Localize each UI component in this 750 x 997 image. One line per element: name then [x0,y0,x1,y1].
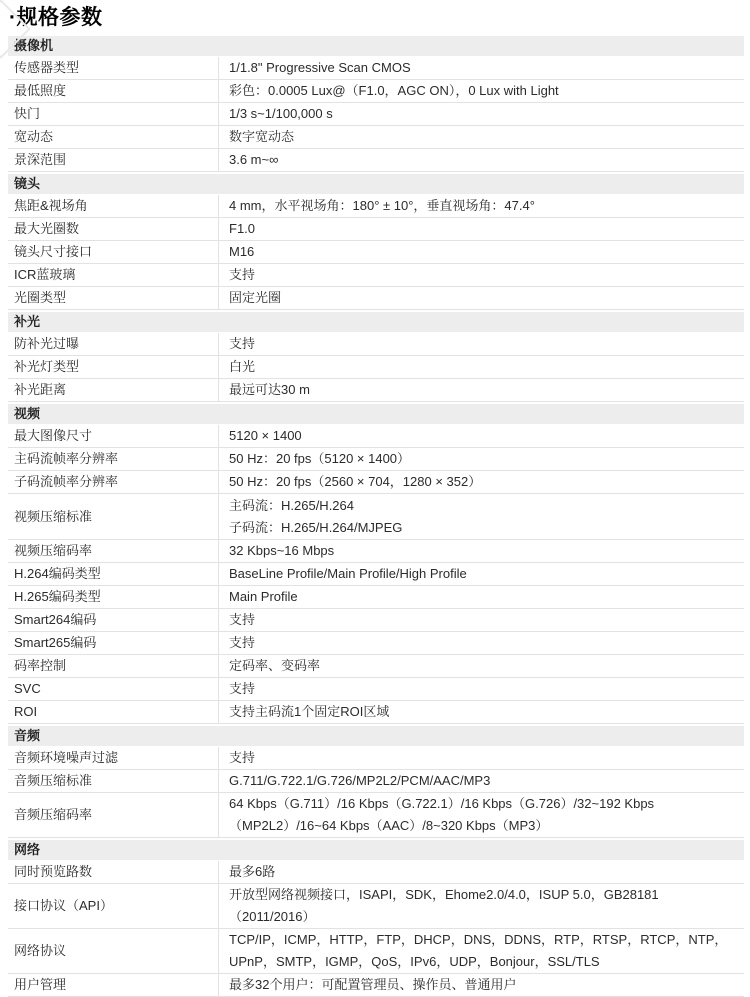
section-header: 网络 [8,840,744,860]
section-header: 视频 [8,404,744,424]
value-line: 最多32个用户：可配置管理员、操作员、普通用户 [229,977,517,992]
table-row [8,884,744,929]
value-line: 数字宽动态 [229,129,295,144]
row-value [219,471,744,493]
row-value [219,425,744,447]
row-label: SVC [8,678,219,700]
row-label: ICR蓝玻璃 [8,264,219,286]
value-line: 开放型网络视频接口，ISAPI，SDK，Ehome2.0/4.0，ISUP 5.0，GB28181（2011/2016） [229,887,659,924]
row-label: 音频压缩标准 [8,770,219,792]
row-label: 码率控制 [8,655,219,677]
table-row [8,655,744,678]
row-value [219,793,744,837]
table-row [8,103,744,126]
value-line: 1/3 s~1/100,000 s [229,106,333,121]
row-value [219,586,744,608]
value-line: 支持主码流1个固定ROI区域 [229,704,390,719]
row-label: 视频压缩标准 [8,494,219,539]
row-value [219,57,744,79]
row-label: 防补光过曝 [8,333,219,355]
row-value [219,494,744,539]
table-row [8,287,744,310]
row-value [219,333,744,355]
row-value [219,80,744,102]
table-row [8,241,744,264]
row-label: 传感器类型 [8,57,219,79]
value-line: 支持 [229,612,256,627]
section-header: 摄像机 [8,36,744,56]
row-value [219,770,744,792]
section-header: 镜头 [8,174,744,194]
row-value [219,287,744,309]
row-value [219,747,744,769]
value-line: 50 Hz：20 fps（5120 × 1400） [229,451,411,466]
row-label: 景深范围 [8,149,219,171]
row-value [219,241,744,263]
value-line: 支持 [229,750,256,765]
value-line: 定码率、变码率 [229,658,321,673]
value-line: F1.0 [229,221,256,236]
row-label: 接口协议（API） [8,884,219,928]
value-line: 彩色：0.0005 Lux@（F1.0，AGC ON），0 Lux with Light [229,83,559,98]
row-label: 用户管理 [8,974,219,996]
row-label: 网络协议 [8,929,219,973]
value-line: 支持 [229,267,256,282]
row-label: H.264编码类型 [8,563,219,585]
row-label: 视频压缩码率 [8,540,219,562]
table-row [8,861,744,884]
row-value [219,379,744,401]
row-label: 补光距离 [8,379,219,401]
table-row [8,540,744,563]
row-value [219,103,744,125]
row-label: 音频环境噪声过滤 [8,747,219,769]
row-label: ROI [8,701,219,723]
row-label: 主码流帧率分辨率 [8,448,219,470]
value-line: M16 [229,244,255,259]
value-line: 支持 [229,336,256,351]
value-line: 固定光圈 [229,290,282,305]
row-label: H.265编码类型 [8,586,219,608]
value-line: 3.6 m~∞ [229,152,279,167]
row-label: 音频压缩码率 [8,793,219,837]
row-value [219,632,744,654]
value-line: TCP/IP，ICMP，HTTP，FTP，DHCP，DNS，DDNS，RTP，RTSP，RTCP，NTP，UPnP，SMTP，IGMP，QoS，IPv6，UDP，Bonjour，SSL/TLS [229,932,728,969]
row-value [219,264,744,286]
value-line: 支持 [229,681,256,696]
row-value [219,149,744,171]
row-label: 宽动态 [8,126,219,148]
table-row [8,57,744,80]
row-value [219,540,744,562]
row-label: 焦距&视场角 [8,195,219,217]
table-row [8,494,744,540]
value-line: 最远可达30 m [229,382,310,397]
spec-table [8,36,744,997]
section-header: 补光 [8,312,744,332]
row-label: 最大光圈数 [8,218,219,240]
row-value [219,701,744,723]
row-label: 光圈类型 [8,287,219,309]
table-row [8,195,744,218]
page-title: ·规格参数 [9,6,103,29]
table-row [8,678,744,701]
row-value [219,861,744,883]
row-label: 补光灯类型 [8,356,219,378]
value-line: G.711/G.722.1/G.726/MP2L2/PCM/AAC/MP3 [229,773,491,788]
table-row [8,701,744,724]
row-label: 快门 [8,103,219,125]
row-value [219,195,744,217]
row-label: 子码流帧率分辨率 [8,471,219,493]
value-line: 5120 × 1400 [229,428,302,443]
value-line: 最多6路 [229,864,276,879]
table-row [8,379,744,402]
table-row [8,563,744,586]
section-header: 音频 [8,726,744,746]
row-value [219,655,744,677]
row-label: 最低照度 [8,80,219,102]
table-row [8,149,744,172]
value-line: Main Profile [229,589,298,604]
table-row [8,218,744,241]
table-row [8,448,744,471]
value-line: 白光 [229,359,256,374]
row-label: Smart265编码 [8,632,219,654]
value-line: 支持 [229,635,256,650]
row-value [219,929,744,973]
row-value [219,884,744,928]
table-row [8,586,744,609]
table-row [8,632,744,655]
table-row [8,747,744,770]
value-line: 32 Kbps~16 Mbps [229,543,335,558]
value-line: 64 Kbps（G.711）/16 Kbps（G.722.1）/16 Kbps（G.726）/32~192 Kbps（MP2L2）/16~64 Kbps（AAC）/8~320 Kbps（MP3） [229,796,655,833]
row-label: 同时预览路数 [8,861,219,883]
table-row [8,80,744,103]
row-value [219,609,744,631]
row-value [219,563,744,585]
table-row [8,471,744,494]
value-line: 1/1.8" Progressive Scan CMOS [229,60,411,75]
table-row [8,264,744,287]
row-value [219,218,744,240]
row-value [219,126,744,148]
table-row [8,609,744,632]
table-row [8,126,744,149]
value-line: 子码流：H.265/H.264/MJPEG [229,519,403,535]
row-value [219,448,744,470]
value-line: 50 Hz：20 fps（2560 × 704，1280 × 352） [229,474,482,489]
table-row [8,770,744,793]
row-value [219,974,744,996]
row-value [219,356,744,378]
row-label: 最大图像尺寸 [8,425,219,447]
value-line: BaseLine Profile/Main Profile/High Profile [229,566,467,581]
row-value [219,678,744,700]
table-row [8,929,744,974]
row-label: Smart264编码 [8,609,219,631]
table-row [8,425,744,448]
table-row [8,793,744,838]
row-label: 镜头尺寸接口 [8,241,219,263]
table-row [8,356,744,379]
table-row [8,974,744,997]
table-row [8,333,744,356]
value-line: 主码流：H.265/H.264 [229,497,354,513]
value-line: 4 mm，水平视场角：180° ± 10°，垂直视场角：47.4° [229,198,535,213]
